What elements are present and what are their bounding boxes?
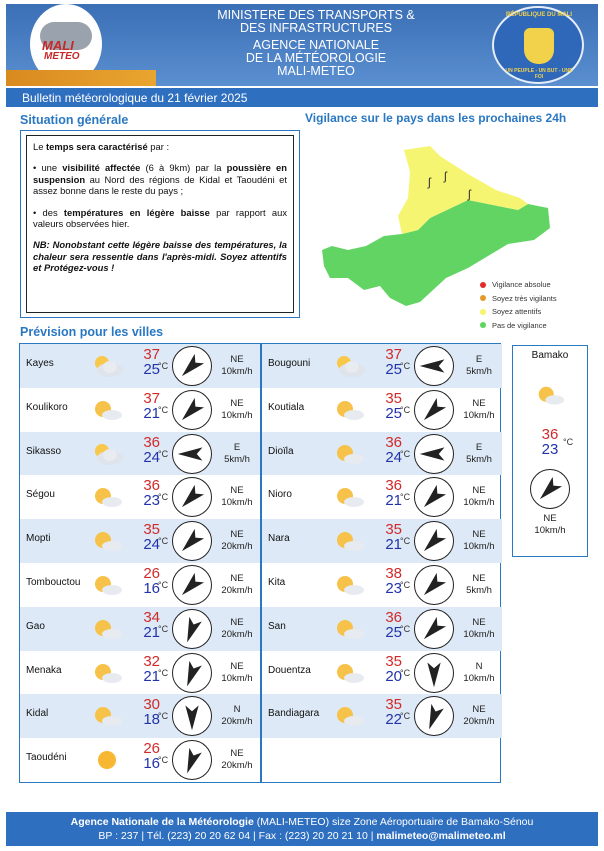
wind-direction: NE bbox=[230, 354, 244, 365]
wind-compass-icon bbox=[172, 740, 212, 780]
wind-direction: NE bbox=[472, 572, 486, 584]
legend-dot bbox=[480, 295, 486, 301]
temp-min: 23 bbox=[143, 492, 160, 510]
temp-unit: °C bbox=[158, 579, 169, 590]
city-wind bbox=[216, 617, 258, 641]
bulletin-title: Bulletin météorologique du 21 février 2025 bbox=[22, 91, 248, 105]
city-forecast-table bbox=[19, 343, 501, 783]
wind-compass-icon bbox=[172, 609, 212, 649]
wind-direction: NE bbox=[230, 485, 244, 497]
city-name: Menaka bbox=[26, 664, 62, 676]
city-row bbox=[262, 388, 502, 432]
city-wind bbox=[458, 398, 500, 422]
temp-max: 37 bbox=[143, 346, 160, 363]
city-wind bbox=[216, 442, 258, 466]
temp-max: 36 bbox=[143, 433, 160, 451]
city-wind bbox=[458, 485, 500, 509]
legend-item bbox=[480, 305, 557, 319]
wind-speed: 10km/h bbox=[463, 409, 495, 421]
city-row bbox=[262, 475, 502, 519]
bamako-unit: °C bbox=[563, 437, 574, 447]
city-row bbox=[20, 519, 260, 563]
city-name: Nioro bbox=[268, 489, 292, 501]
wind-direction: NE bbox=[472, 616, 486, 628]
wind-compass-icon bbox=[414, 477, 454, 517]
city-temps bbox=[376, 435, 402, 465]
situation-text: Le temps sera caractérisé par : • une visibilité affectée (6 à 9km) par la poussière en suspension au Nord des régions de Kidal et Taoudéni et assez bonne dans le reste du pays ; • des températures en légère baisse par rapport aux valeurs observées hier. NB: Nonobstant cette légère baisse des températures, la chaleur sera ressentie dans l'après-midi. Soyez attentifs et Protégez-vous ! bbox=[26, 135, 294, 313]
city-temps bbox=[134, 697, 160, 727]
temp-unit: °C bbox=[158, 492, 169, 503]
weather-icon bbox=[332, 660, 366, 686]
weather-icon bbox=[332, 397, 366, 423]
temp-max: 26 bbox=[143, 564, 160, 582]
bamako-tmin: 23 bbox=[541, 441, 559, 458]
temp-unit: °C bbox=[158, 448, 169, 459]
wind-speed: 10km/h bbox=[221, 497, 253, 509]
agency-line3: MALI-METEO bbox=[277, 64, 355, 78]
city-row bbox=[262, 563, 502, 607]
city-wind bbox=[216, 529, 258, 553]
temp-min: 23 bbox=[385, 579, 402, 597]
vigilance-title: Vigilance sur le pays dans les prochaines 24h bbox=[305, 111, 567, 125]
agency-line2: DE LA MÉTÉOROLOGIE bbox=[245, 51, 387, 65]
wind-speed: 20km/h bbox=[221, 760, 253, 772]
city-name: Kita bbox=[268, 576, 286, 588]
weather-icon bbox=[90, 703, 124, 729]
wind-speed: 5km/h bbox=[466, 584, 492, 596]
city-name: Taoudéni bbox=[26, 752, 67, 764]
city-row bbox=[20, 432, 260, 476]
wind-direction: NE bbox=[230, 529, 244, 541]
wind-compass-icon bbox=[172, 434, 212, 474]
wind-direction: E bbox=[233, 441, 241, 453]
ministry-line2: DES INFRASTRUCTURES bbox=[239, 21, 393, 35]
wind-speed: 10km/h bbox=[463, 497, 495, 509]
city-wind bbox=[458, 354, 500, 378]
city-name: Tombouctou bbox=[26, 576, 81, 588]
city-wind bbox=[458, 661, 500, 685]
weather-icon bbox=[332, 572, 366, 598]
wind-direction: NE bbox=[472, 485, 486, 497]
wind-direction: NE bbox=[230, 616, 244, 628]
city-row bbox=[20, 694, 260, 738]
wind-speed: 10km/h bbox=[463, 541, 495, 553]
city-name: Sikasso bbox=[26, 445, 62, 457]
city-wind bbox=[216, 485, 258, 509]
temp-unit: °C bbox=[158, 667, 169, 678]
city-wind bbox=[458, 704, 500, 728]
wind-direction: NE bbox=[230, 660, 244, 672]
city-name: Kidal bbox=[26, 708, 49, 720]
legend-item bbox=[480, 292, 557, 306]
bulletin-date-bar bbox=[6, 88, 598, 107]
temp-unit: °C bbox=[400, 579, 411, 590]
temp-unit: °C bbox=[158, 711, 169, 722]
weather-icon bbox=[90, 484, 124, 510]
wind-compass-icon bbox=[414, 565, 454, 605]
city-temps bbox=[134, 654, 160, 684]
wind-compass-icon bbox=[172, 521, 212, 561]
wind-compass-icon bbox=[414, 653, 454, 693]
weather-icon bbox=[332, 528, 366, 554]
emblem-icon bbox=[524, 28, 554, 64]
temp-max: 36 bbox=[385, 608, 402, 626]
temp-min: 16 bbox=[143, 579, 160, 597]
svg-text:ʃ: ʃ bbox=[444, 169, 447, 183]
temp-unit: °C bbox=[158, 755, 169, 766]
temp-max: 35 bbox=[385, 389, 402, 407]
temp-min: 24 bbox=[385, 448, 402, 466]
city-row bbox=[262, 519, 502, 563]
legend-label: Soyez attentifs bbox=[492, 307, 542, 317]
legend-label: Vigilance absolue bbox=[492, 280, 551, 290]
city-name: Koulikoro bbox=[26, 401, 68, 413]
temp-unit: °C bbox=[400, 623, 411, 634]
temp-unit: °C bbox=[400, 711, 411, 722]
svg-text:ʃ: ʃ bbox=[428, 175, 431, 189]
temp-max: 32 bbox=[143, 652, 160, 670]
wind-compass-icon bbox=[172, 346, 212, 386]
temp-unit: °C bbox=[158, 536, 169, 547]
wind-speed: 10km/h bbox=[221, 672, 253, 684]
city-name: Gao bbox=[26, 620, 45, 632]
temp-unit: °C bbox=[400, 492, 411, 503]
weather-icon bbox=[332, 353, 366, 379]
city-wind bbox=[216, 354, 258, 378]
footer: Agence Nationale de la Météorologie (MALI-METEO) size Zone Aéroportuaire de Bamako-Sénou BP : 237 | Tél. (223) 20 20 62 04 | Fax : (223) 20 20 21 10 | malimeteo@malimeteo.ml bbox=[6, 812, 598, 846]
temp-unit: °C bbox=[400, 667, 411, 678]
wind-speed: 10km/h bbox=[221, 366, 253, 377]
temp-min: 21 bbox=[143, 667, 160, 685]
city-row bbox=[20, 388, 260, 432]
wind-compass-icon bbox=[414, 434, 454, 474]
wind-speed: 20km/h bbox=[221, 628, 253, 640]
nb-note: NB: Nonobstant cette légère baisse des températures, la chaleur sera ressentie dans l'après-midi. Soyez attentifs et Protégez-vous ! bbox=[33, 239, 287, 274]
city-row bbox=[262, 651, 502, 695]
agency-line1: AGENCE NATIONALE bbox=[252, 38, 380, 52]
city-name: Nara bbox=[268, 533, 290, 545]
city-wind bbox=[216, 573, 258, 597]
city-name: San bbox=[268, 620, 286, 632]
temp-max: 30 bbox=[143, 696, 160, 714]
temp-max: 36 bbox=[385, 433, 402, 451]
wind-direction: E bbox=[475, 441, 483, 453]
city-wind bbox=[216, 661, 258, 685]
temp-min: 22 bbox=[385, 711, 402, 729]
wind-compass-icon bbox=[414, 609, 454, 649]
wind-direction: NE bbox=[230, 572, 244, 584]
legend-dot bbox=[480, 322, 486, 328]
wind-direction: NE bbox=[472, 529, 486, 541]
city-wind bbox=[216, 704, 258, 728]
wind-speed: 20km/h bbox=[221, 716, 253, 728]
bamako-tmax: 36 bbox=[541, 426, 559, 443]
temp-unit: °C bbox=[158, 361, 169, 371]
wind-compass-icon bbox=[414, 346, 454, 386]
city-row bbox=[20, 607, 260, 651]
city-name: Bougouni bbox=[268, 358, 311, 369]
ministry-line1: MINISTERE DES TRANSPORTS & bbox=[217, 8, 415, 22]
city-wind bbox=[458, 573, 500, 597]
city-temps bbox=[134, 522, 160, 552]
city-name: Kayes bbox=[26, 358, 54, 369]
city-temps bbox=[134, 478, 160, 508]
weather-icon bbox=[332, 441, 366, 467]
temp-unit: °C bbox=[158, 404, 169, 415]
temp-max: 35 bbox=[385, 521, 402, 539]
header-titles bbox=[166, 9, 466, 78]
legend-label: Pas de vigilance bbox=[492, 320, 547, 330]
wind-compass-icon bbox=[414, 390, 454, 430]
vigilance-legend bbox=[480, 278, 557, 332]
temp-min: 25 bbox=[385, 361, 402, 378]
temp-min: 24 bbox=[143, 448, 160, 466]
footer-email[interactable]: malimeteo@malimeteo.ml bbox=[376, 830, 506, 842]
weather-icon bbox=[90, 528, 124, 554]
city-wind bbox=[216, 748, 258, 772]
city-wind bbox=[458, 529, 500, 553]
temp-max: 35 bbox=[385, 652, 402, 670]
temp-min: 21 bbox=[143, 623, 160, 641]
city-temps bbox=[134, 347, 160, 377]
wind-direction: N bbox=[475, 660, 483, 672]
bamako-temps bbox=[513, 427, 587, 457]
city-temps bbox=[134, 741, 160, 771]
bamako-name: Bamako bbox=[531, 350, 569, 361]
city-name: Dioïla bbox=[268, 445, 294, 457]
wind-speed: 20km/h bbox=[463, 716, 495, 728]
city-row bbox=[262, 432, 502, 476]
temp-min: 25 bbox=[385, 623, 402, 641]
weather-icon bbox=[90, 572, 124, 598]
weather-icon bbox=[90, 660, 124, 686]
legend-item bbox=[480, 278, 557, 292]
city-wind bbox=[458, 617, 500, 641]
wind-compass-icon bbox=[530, 469, 570, 509]
bamako-wind: NE 10km/h bbox=[534, 513, 566, 536]
city-row bbox=[20, 344, 260, 388]
city-temps bbox=[376, 654, 402, 684]
city-temps bbox=[376, 522, 402, 552]
wind-speed: 5km/h bbox=[224, 453, 250, 465]
wind-speed: 5km/h bbox=[466, 366, 492, 377]
city-temps bbox=[134, 610, 160, 640]
weather-icon bbox=[90, 441, 124, 467]
weather-icon bbox=[90, 616, 124, 642]
city-name: Bandiagara bbox=[268, 708, 320, 720]
wind-compass-icon bbox=[414, 521, 454, 561]
city-row bbox=[262, 607, 502, 651]
city-temps bbox=[376, 478, 402, 508]
city-wind bbox=[458, 442, 500, 466]
wind-speed: 10km/h bbox=[463, 628, 495, 640]
weather-icon bbox=[332, 484, 366, 510]
city-name: Ségou bbox=[26, 489, 55, 501]
city-temps bbox=[376, 566, 402, 596]
city-name: Douentza bbox=[268, 664, 311, 676]
city-row bbox=[20, 563, 260, 607]
wind-speed: 10km/h bbox=[463, 672, 495, 684]
temp-max: 37 bbox=[143, 389, 160, 407]
temp-min: 24 bbox=[143, 536, 160, 554]
weather-icon bbox=[90, 353, 124, 379]
wind-direction: NE bbox=[230, 397, 244, 409]
city-wind bbox=[216, 398, 258, 422]
situation-box bbox=[20, 130, 300, 318]
situation-title: Situation générale bbox=[20, 113, 129, 127]
header-accent bbox=[6, 70, 156, 86]
wind-speed: 20km/h bbox=[221, 541, 253, 553]
legend-dot bbox=[480, 309, 486, 315]
temp-min: 20 bbox=[385, 667, 402, 685]
weather-icon bbox=[332, 616, 366, 642]
wind-speed: 10km/h bbox=[221, 409, 253, 421]
temp-unit: °C bbox=[158, 623, 169, 634]
svg-text:ʃ: ʃ bbox=[468, 187, 471, 201]
city-temps bbox=[376, 347, 402, 377]
wind-direction: E bbox=[475, 354, 483, 365]
temp-max: 36 bbox=[143, 477, 160, 495]
seal-top-text: RÉPUBLIQUE DU MALI bbox=[506, 12, 572, 18]
temp-max: 36 bbox=[385, 477, 402, 495]
wind-direction: NE bbox=[472, 397, 486, 409]
temp-unit: °C bbox=[400, 448, 411, 459]
wind-direction: NE bbox=[472, 704, 486, 716]
forecast-col-right bbox=[262, 344, 502, 738]
temp-max: 38 bbox=[385, 564, 402, 582]
city-name: Koutiala bbox=[268, 401, 305, 413]
city-temps bbox=[134, 566, 160, 596]
forecast-title: Prévision pour les villes bbox=[20, 325, 164, 339]
city-row bbox=[20, 475, 260, 519]
wind-compass-icon bbox=[172, 565, 212, 605]
wind-speed: 5km/h bbox=[466, 453, 492, 465]
wind-compass-icon bbox=[172, 696, 212, 736]
temp-unit: °C bbox=[400, 404, 411, 415]
wind-direction: NE bbox=[230, 748, 244, 760]
temp-min: 16 bbox=[143, 755, 160, 773]
wind-compass-icon bbox=[172, 653, 212, 693]
temp-min: 21 bbox=[143, 404, 160, 422]
city-name: Mopti bbox=[26, 533, 51, 545]
logo-subtext: METEO bbox=[44, 51, 80, 62]
temp-min: 21 bbox=[385, 536, 402, 554]
bamako-card bbox=[512, 345, 588, 557]
wind-compass-icon bbox=[172, 390, 212, 430]
weather-icon bbox=[90, 747, 124, 773]
city-temps bbox=[376, 697, 402, 727]
temp-max: 34 bbox=[143, 608, 160, 626]
city-row bbox=[262, 344, 502, 388]
legend-label: Soyez très vigilants bbox=[492, 293, 557, 303]
temp-max: 37 bbox=[385, 346, 402, 363]
weather-icon bbox=[90, 397, 124, 423]
city-row bbox=[20, 651, 260, 695]
city-row bbox=[20, 738, 260, 782]
temp-max: 35 bbox=[385, 696, 402, 714]
logo-text: MALI bbox=[42, 38, 74, 53]
wind-compass-icon bbox=[414, 696, 454, 736]
temp-min: 18 bbox=[143, 711, 160, 729]
temp-unit: °C bbox=[400, 536, 411, 547]
mali-republic-seal bbox=[492, 6, 584, 84]
city-row bbox=[262, 694, 502, 738]
city-temps bbox=[376, 610, 402, 640]
wind-direction: N bbox=[233, 704, 241, 716]
temp-min: 25 bbox=[143, 361, 160, 378]
city-temps bbox=[134, 391, 160, 421]
forecast-col-left bbox=[20, 344, 260, 782]
temp-max: 35 bbox=[143, 521, 160, 539]
wind-compass-icon bbox=[172, 477, 212, 517]
legend-item bbox=[480, 319, 557, 333]
city-temps bbox=[134, 435, 160, 465]
seal-bottom-text: UN PEUPLE - UN BUT - UNE FOI bbox=[505, 68, 573, 80]
weather-icon bbox=[332, 703, 366, 729]
temp-min: 25 bbox=[385, 404, 402, 422]
temp-min: 21 bbox=[385, 492, 402, 510]
wind-speed: 20km/h bbox=[221, 584, 253, 596]
legend-dot bbox=[480, 282, 486, 288]
weather-icon bbox=[534, 383, 566, 409]
city-temps bbox=[376, 391, 402, 421]
temp-unit: °C bbox=[400, 361, 411, 371]
temp-max: 26 bbox=[143, 740, 160, 758]
